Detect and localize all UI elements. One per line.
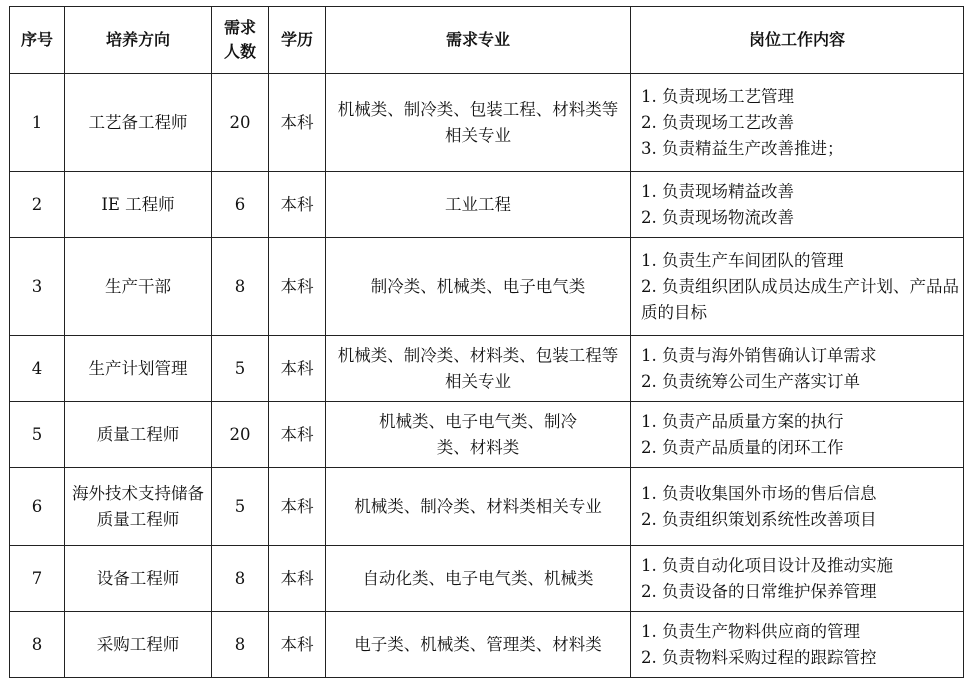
cell-index: 2 [10,172,65,238]
header-major: 需求专业 [326,7,631,74]
cell-education: 本科 [269,336,326,402]
duty-line: 3. 负责精益生产改善推进； [641,138,844,158]
cell-index: 3 [10,238,65,336]
cell-education: 本科 [269,74,326,172]
cell-direction: 采购工程师 [65,612,212,678]
cell-direction: IE 工程师 [65,172,212,238]
duty-line: 2. 负责设备的日常维护保养管理 [641,581,877,601]
cell-direction: 生产干部 [65,238,212,336]
cell-duties [631,74,964,172]
table-row [10,402,964,468]
cell-duties [631,238,964,336]
cell-major: 机械类、制冷类、材料类、包装工程等相关专业 [326,336,631,402]
cell-major: 机械类、电子电气类、制冷类、材料类 [326,402,631,468]
cell-major: 制冷类、机械类、电子电气类 [326,238,631,336]
cell-count: 5 [212,468,269,546]
header-row [10,7,964,74]
cell-direction: 生产计划管理 [65,336,212,402]
table-row [10,546,964,612]
duty-line: 1. 负责自动化项目设计及推动实施 [641,555,893,575]
duty-line: 2. 负责产品质量的闭环工作 [641,437,844,457]
table-row [10,172,964,238]
cell-duties [631,336,964,402]
duty-line: 2. 负责物料采购过程的跟踪管控 [641,647,877,667]
cell-major: 机械类、制冷类、材料类相关专业 [326,468,631,546]
header-duties: 岗位工作内容 [631,7,964,74]
cell-direction: 海外技术支持储备质量工程师 [65,468,212,546]
cell-direction: 质量工程师 [65,402,212,468]
cell-count: 8 [212,612,269,678]
cell-count: 6 [212,172,269,238]
duty-line: 2. 负责现场工艺改善 [641,112,794,132]
duty-line: 1. 负责收集国外市场的售后信息 [641,483,877,503]
cell-index: 7 [10,546,65,612]
cell-index: 1 [10,74,65,172]
duty-line: 2. 负责组织策划系统性改善项目 [641,509,877,529]
duty-line: 1. 负责现场精益改善 [641,181,794,201]
cell-education: 本科 [269,612,326,678]
cell-education: 本科 [269,468,326,546]
header-direction: 培养方向 [65,7,212,74]
table-row [10,468,964,546]
header-education: 学历 [269,7,326,74]
table-row [10,238,964,336]
cell-count: 8 [212,546,269,612]
cell-major: 电子类、机械类、管理类、材料类 [326,612,631,678]
cell-education: 本科 [269,172,326,238]
cell-count: 20 [212,74,269,172]
duty-line: 2. 负责统筹公司生产落实订单 [641,371,860,391]
cell-direction: 设备工程师 [65,546,212,612]
cell-duties [631,546,964,612]
cell-index: 4 [10,336,65,402]
duty-line: 1. 负责与海外销售确认订单需求 [641,345,877,365]
cell-duties [631,612,964,678]
cell-education: 本科 [269,546,326,612]
cell-major: 自动化类、电子电气类、机械类 [326,546,631,612]
header-index: 序号 [10,7,65,74]
duty-line: 1. 负责生产物料供应商的管理 [641,621,860,641]
cell-duties [631,468,964,546]
cell-duties [631,402,964,468]
cell-duties [631,172,964,238]
cell-education: 本科 [269,238,326,336]
table-row [10,74,964,172]
duty-line: 2. 负责现场物流改善 [641,207,794,227]
header-count: 需求人数 [212,7,269,74]
cell-index: 6 [10,468,65,546]
table-row [10,612,964,678]
cell-major: 工业工程 [326,172,631,238]
cell-direction: 工艺备工程师 [65,74,212,172]
recruitment-table [9,6,964,678]
cell-count: 8 [212,238,269,336]
cell-count: 20 [212,402,269,468]
duty-line: 1. 负责生产车间团队的管理 [641,250,844,270]
duty-line: 2. 负责组织团队成员达成生产计划、产品品质的目标 [641,276,959,322]
cell-education: 本科 [269,402,326,468]
cell-index: 5 [10,402,65,468]
cell-index: 8 [10,612,65,678]
cell-count: 5 [212,336,269,402]
duty-line: 1. 负责产品质量方案的执行 [641,411,844,431]
table-row [10,336,964,402]
cell-major: 机械类、制冷类、包装工程、材料类等相关专业 [326,74,631,172]
duty-line: 1. 负责现场工艺管理 [641,86,794,106]
